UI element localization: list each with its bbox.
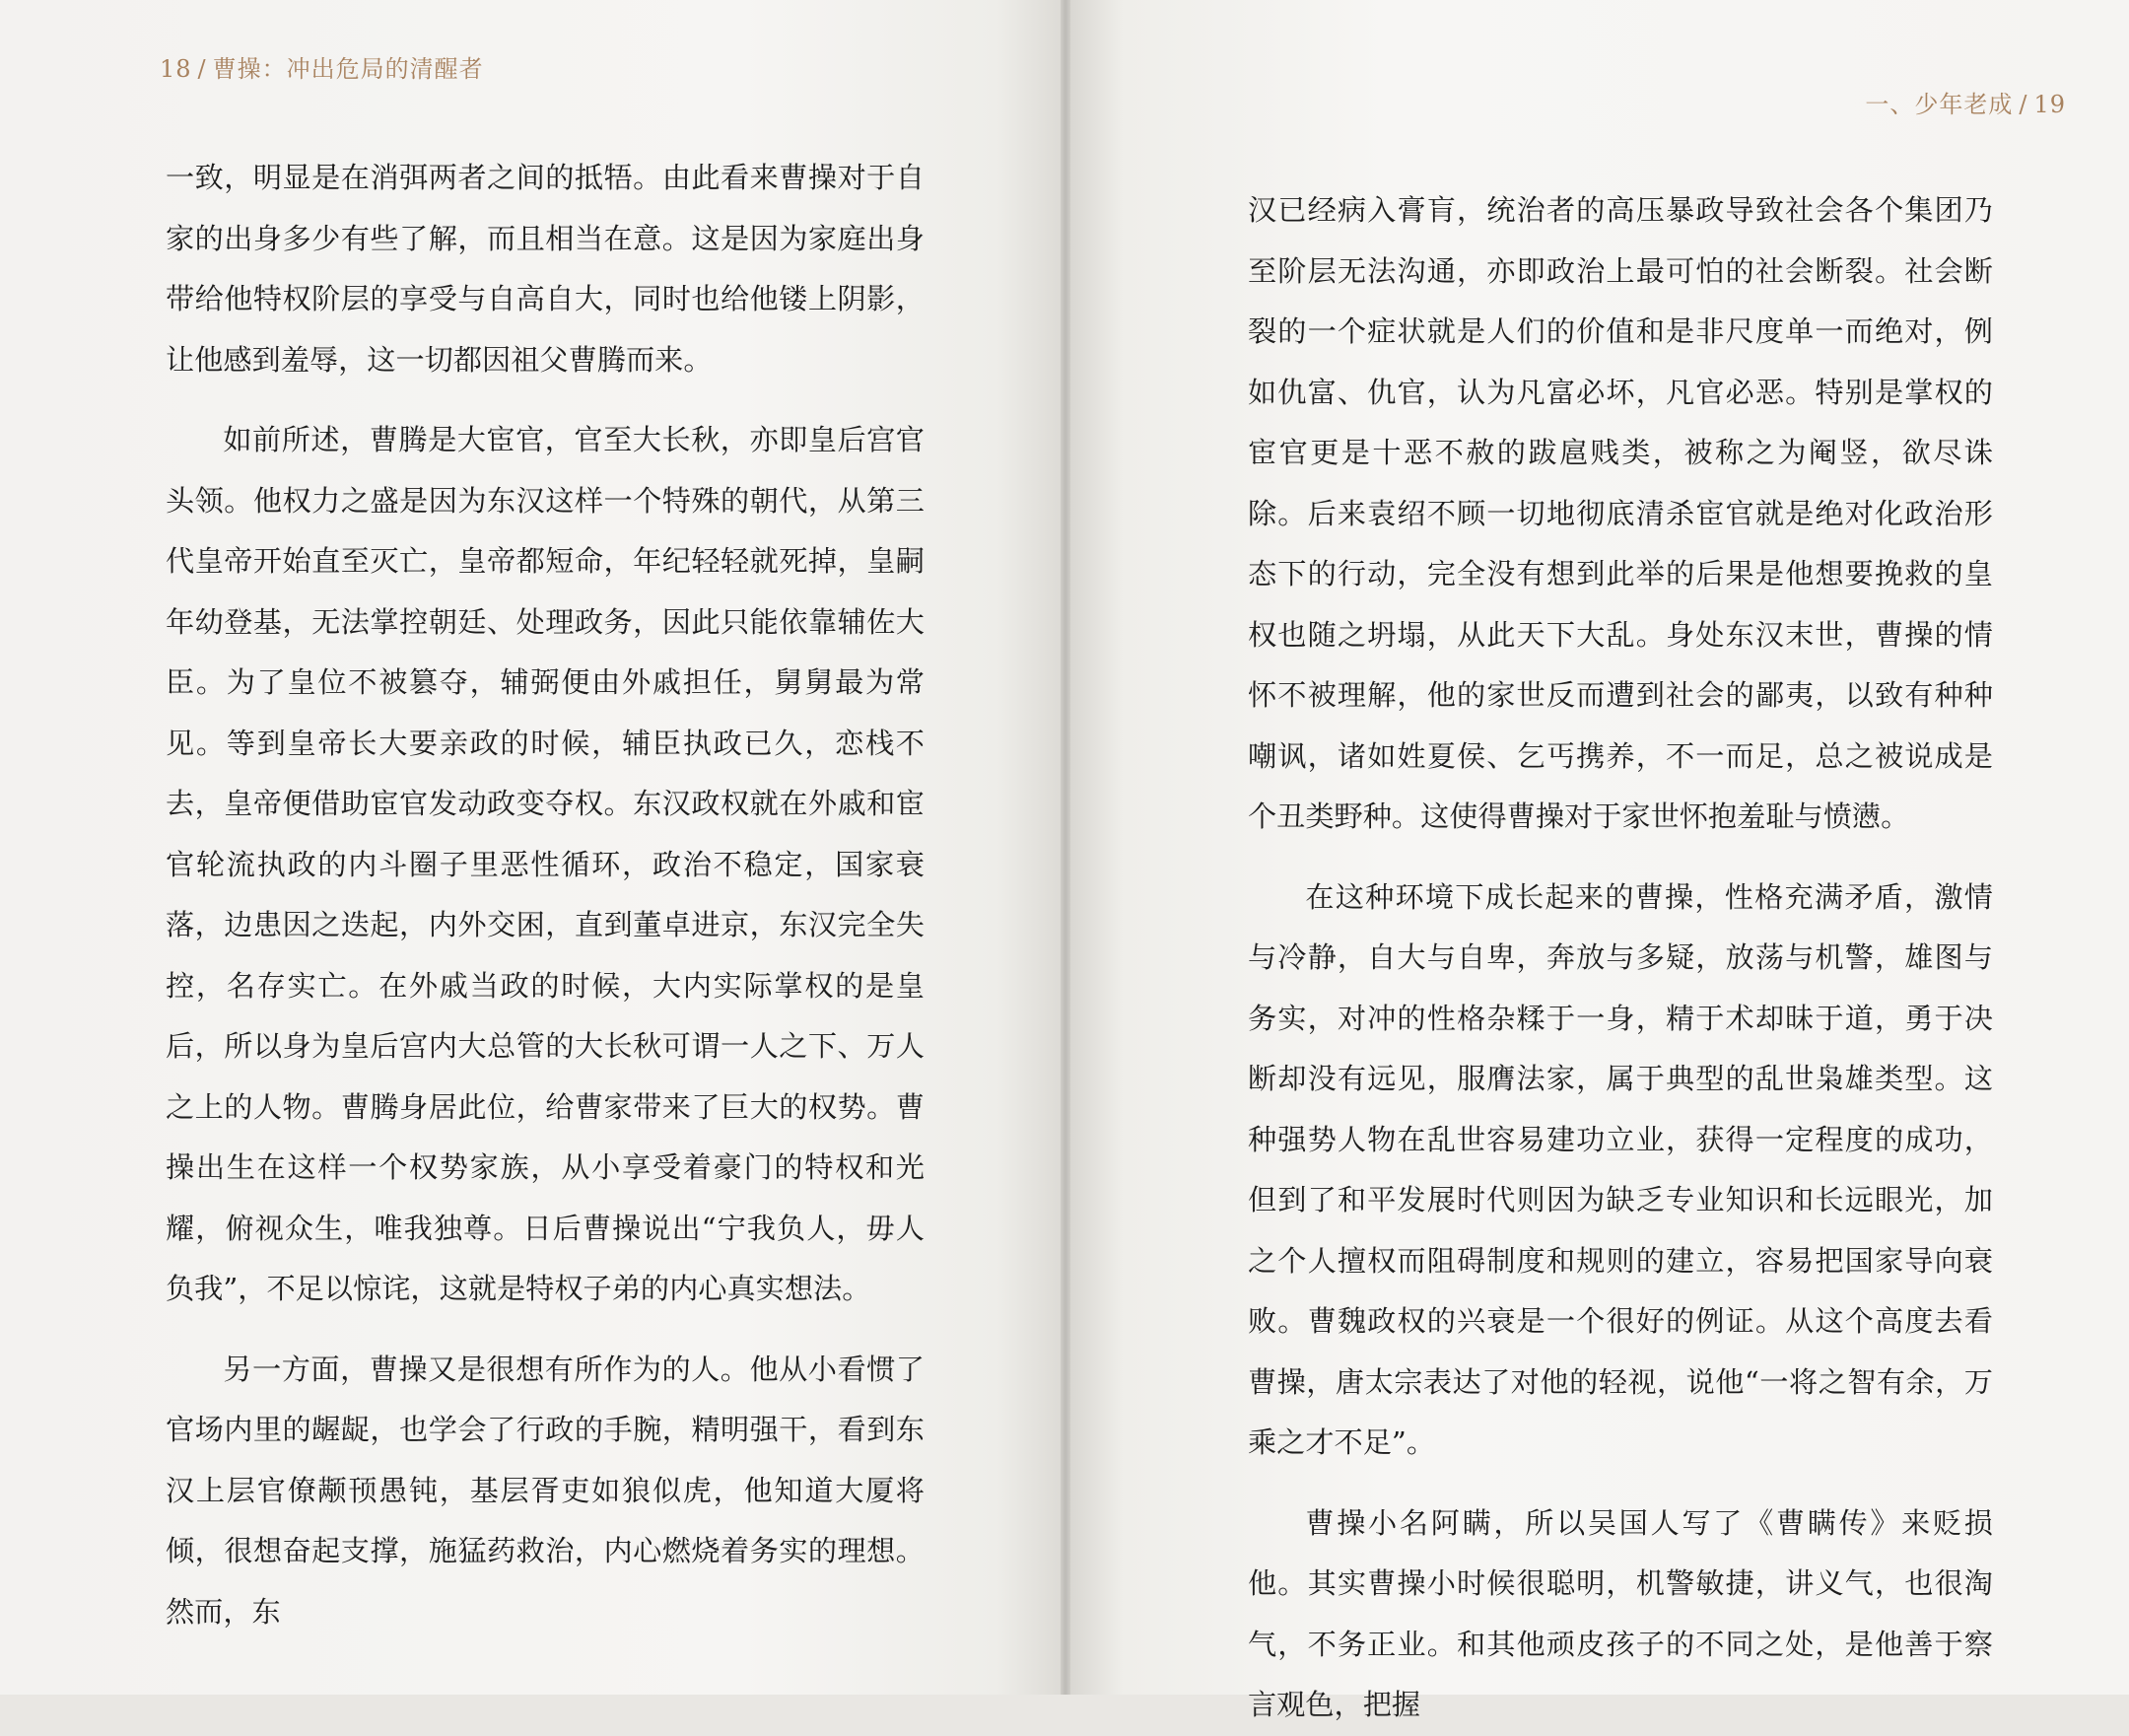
paragraph: 一致，明显是在消弭两者之间的抵牾。由此看来曹操对于自家的出身多少有些了解，而且相当在意。这是因为家庭出身带给他特权阶层的享受与自高自大，同时也给他镂上阴影，让他感到羞辱，这一切都因祖父曹腾而来。 xyxy=(166,161,925,377)
paragraph: 在这种环境下成长起来的曹操，性格充满矛盾，激情与冷静，自大与自卑，奔放与多疑，放荡与机警，雄图与务实，对冲的性格杂糅于一身，精于术却昧于道，勇于决断却没有远见，服膺法家，属于典型的乱世枭雄类型。这种强势人物在乱世容易建功立业，获得一定程度的成功，但到了和平发展时代则因为缺乏专业知识和长远眼光，加之个人擅权而阻碍制度和规则的建立，容易把国家导向衰败。曹魏政权的兴衰是一个很好的例证。从这个高度去看曹操，唐太宗表达了对他的轻视，说他“一将之智有余，万乘之才不足”。 xyxy=(1248,879,1993,1459)
left-page xyxy=(0,0,1061,1695)
left-book-title: 曹操：冲出危局的清醒者 xyxy=(212,55,484,83)
left-body-text xyxy=(166,148,925,1642)
right-chapter-title: 一、少年老成 xyxy=(1865,91,2014,118)
book-gutter xyxy=(1061,0,1070,1695)
paragraph: 汉已经病入膏肓，统治者的高压暴政导致社会各个集团乃至阶层无法沟通，亦即政治上最可怕的社会断裂。社会断裂的一个症状就是人们的价值和是非尺度单一而绝对，例如仇富、仇官，认为凡富必坏，凡官必恶。特别是掌权的宦官更是十恶不赦的跋扈贱类，被称之为阉竖，欲尽诛除。后来袁绍不顾一切地彻底清杀宦官就是绝对化政治形态下的行动，完全没有想到此举的后果是他想要挽救的皇权也随之坍塌，从此天下大乱。身处东汉末世，曹操的情怀不被理解，他的家世反而遭到社会的鄙夷，以致有种种嘲讽，诸如姓夏侯、乞丐携养，不一而足，总之被说成是个丑类野种。这使得曹操对于家世怀抱羞耻与愤懑。 xyxy=(1248,193,1993,833)
paragraph: 另一方面，曹操又是很想有所作为的人。他从小看惯了官场内里的龌龊，也学会了行政的手腕，精明强干，看到东汉上层官僚颟顸愚钝，基层胥吏如狼似虎，他知道大厦将倾，很想奋起支撑，施猛药救治，内心燃烧着务实的理想。然而，东 xyxy=(166,1352,925,1629)
right-head-separator: / xyxy=(2019,91,2028,118)
paragraph: 曹操小名阿瞒，所以吴国人写了《曹瞒传》来贬损他。其实曹操小时候很聪明，机警敏捷，讲义气，也很淘气，不务正业。和其他顽皮孩子的不同之处，是他善于察言观色，把握 xyxy=(1248,1505,1993,1721)
right-running-head xyxy=(1865,85,2066,119)
right-page-number: 19 xyxy=(2033,91,2066,118)
left-head-separator: / xyxy=(197,55,207,83)
left-running-head xyxy=(160,49,484,84)
right-page xyxy=(1070,0,2129,1721)
left-page-number: 18 xyxy=(160,55,192,83)
right-body-text xyxy=(1248,180,1993,1736)
paragraph: 如前所述，曹腾是大宦官，官至大长秋，亦即皇后宫官头领。他权力之盛是因为东汉这样一个特殊的朝代，从第三代皇帝开始直至灭亡，皇帝都短命，年纪轻轻就死掉，皇嗣年幼登基，无法掌控朝廷、处理政务，因此只能依靠辅佐大臣。为了皇位不被篡夺，辅弼便由外戚担任，舅舅最为常见。等到皇帝长大要亲政的时候，辅臣执政已久，恋栈不去，皇帝便借助宦官发动政变夺权。东汉政权就在外戚和宦官轮流执政的内斗圈子里恶性循环，政治不稳定，国家衰落，边患因之迭起，内外交困，直到董卓进京，东汉完全失控，名存实亡。在外戚当政的时候，大内实际掌权的是皇后，所以身为皇后宫内大总管的大长秋可谓一人之下、万人之上的人物。曹腾身居此位，给曹家带来了巨大的权势。曹操出生在这样一个权势家族，从小享受着豪门的特权和光耀，俯视众生，唯我独尊。日后曹操说出“宁我负人，毋人负我”，不足以惊诧，这就是特权子弟的内心真实想法。 xyxy=(166,423,925,1305)
